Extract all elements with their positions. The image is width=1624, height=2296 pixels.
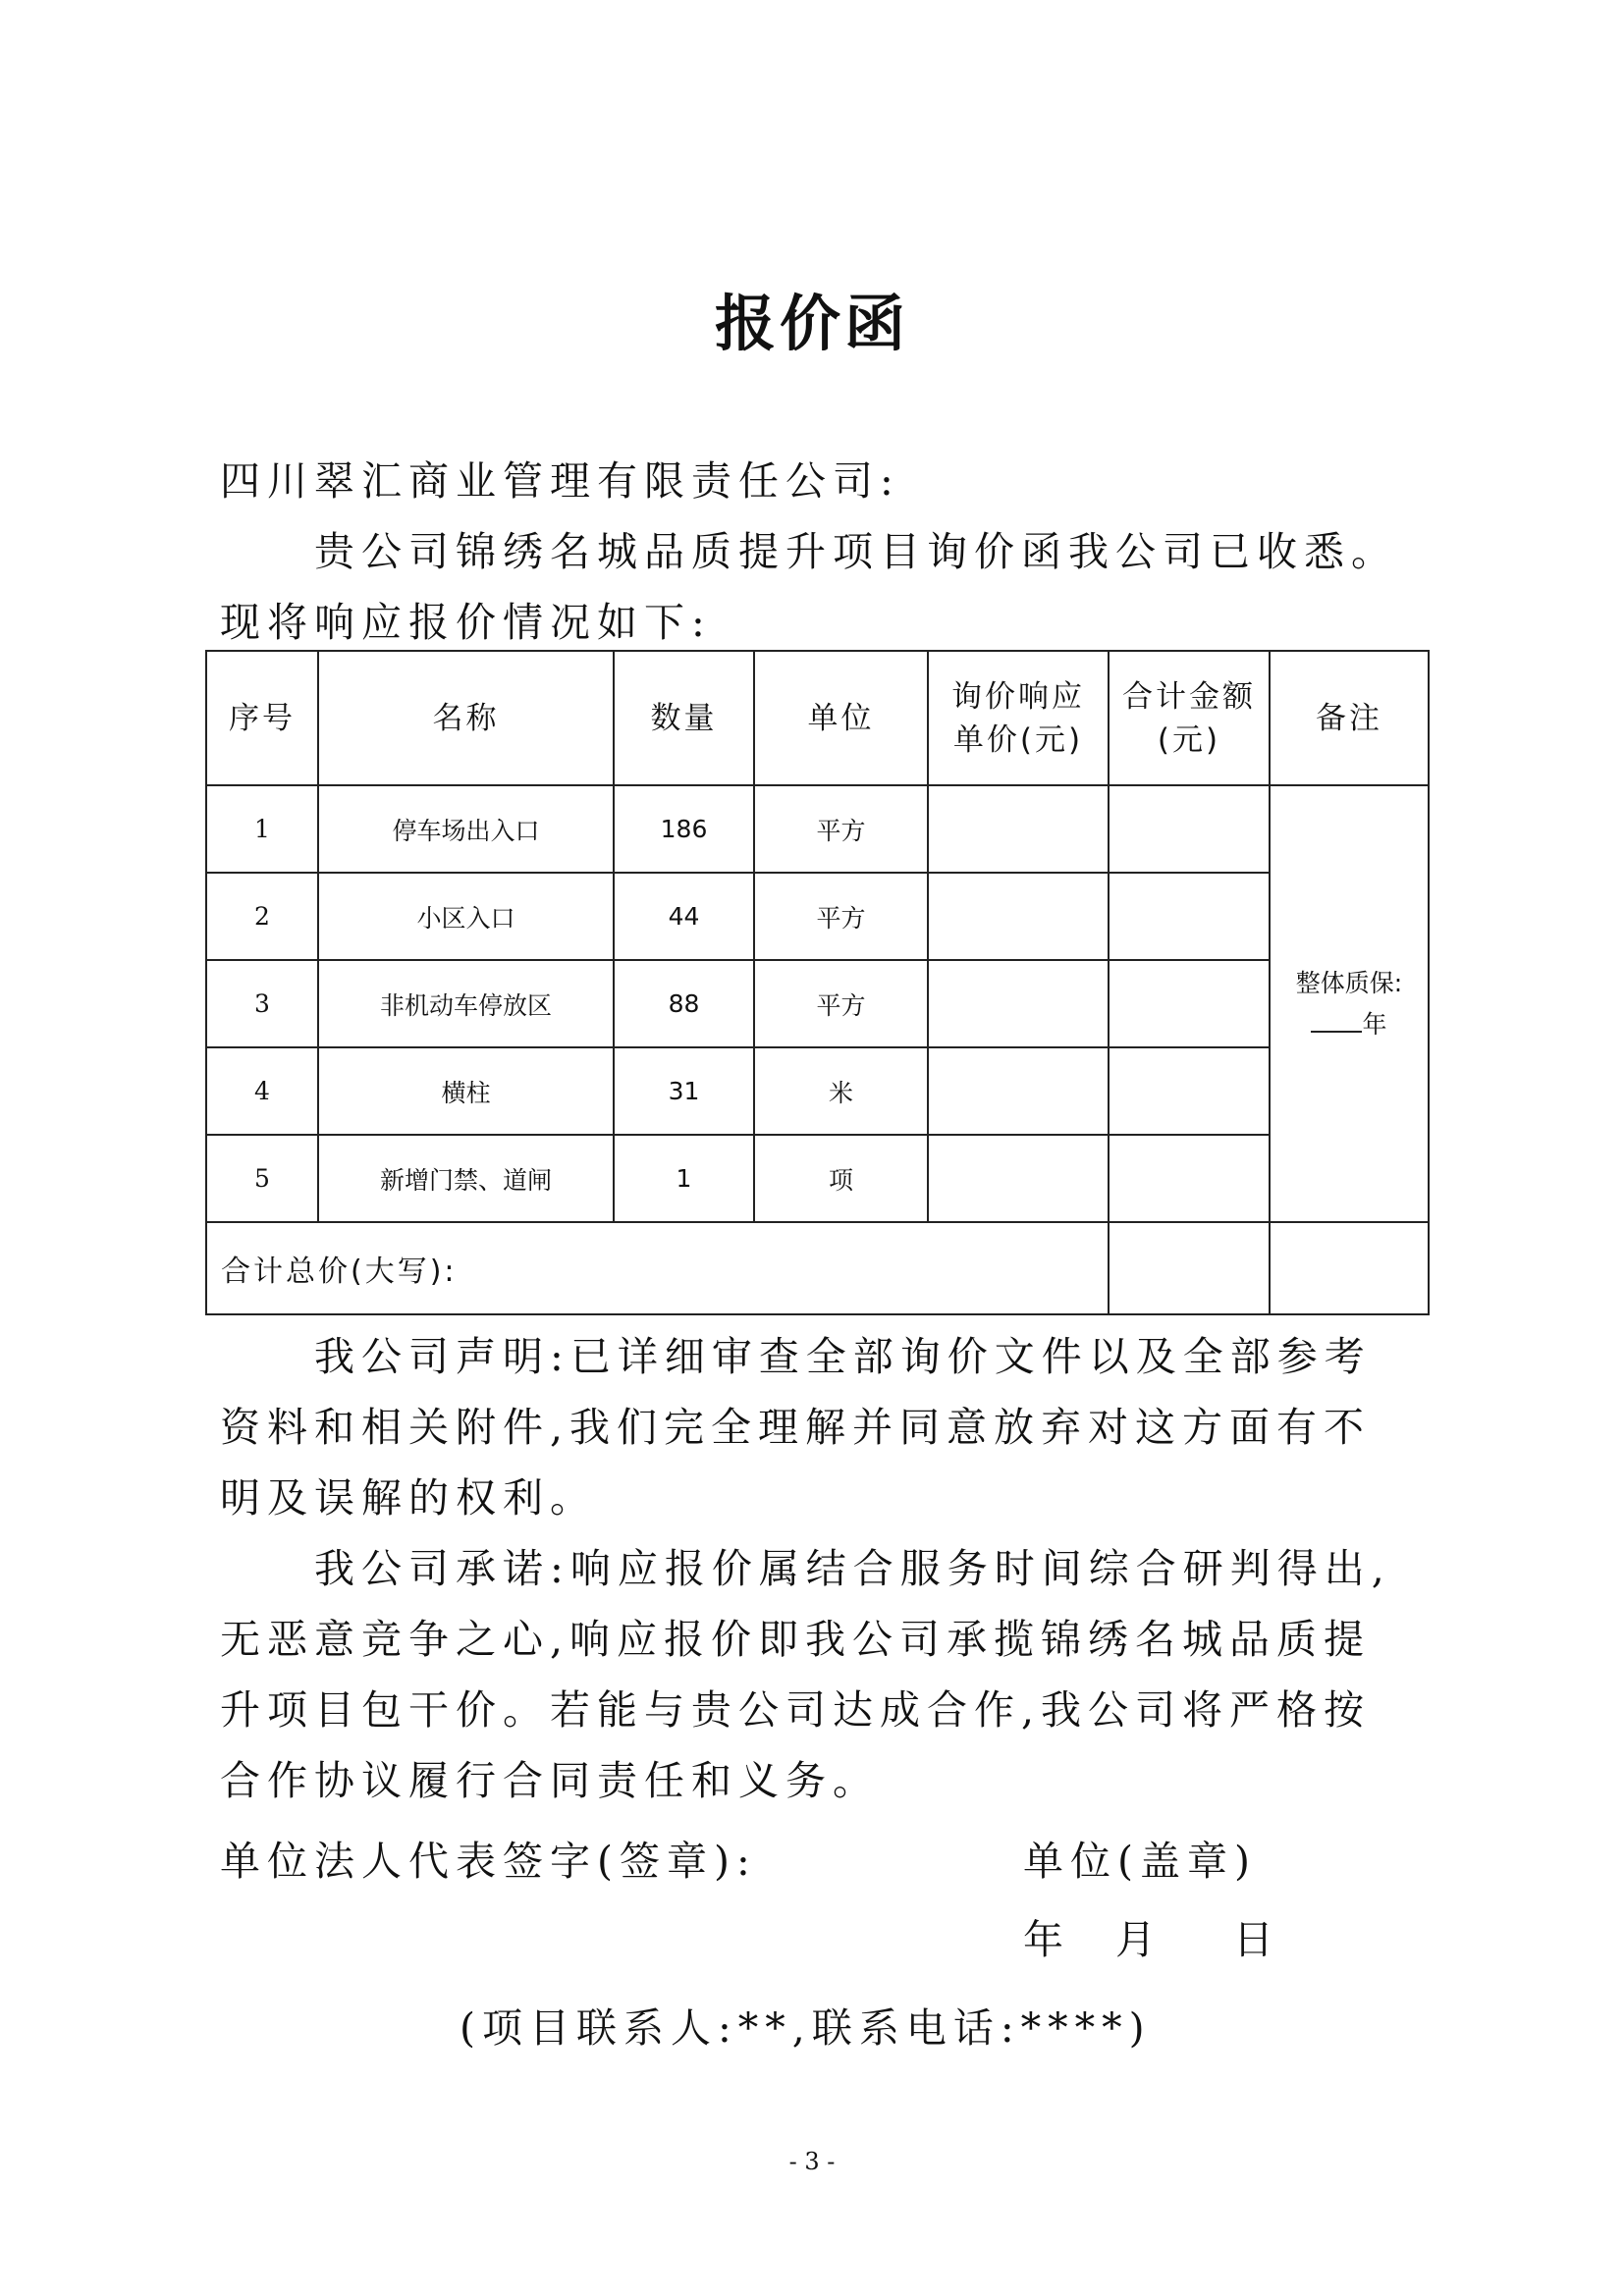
table-row [206,1047,1429,1135]
declaration-paragraph: 我公司声明:已详细审查全部询价文件以及全部参考资料和相关附件,我们完全理解并同意放弃对这方面有不明及误解的权利。 [220,1333,1372,1522]
remark-warranty-cell [1270,785,1429,1222]
header-index: 序号 [206,651,318,785]
row-name: 非机动车停放区 [318,960,614,1047]
header-qty: 数量 [614,651,754,785]
header-unit-price-line1: 询价响应 [951,678,1085,715]
unit-seal-label: 单位(盖章) [1023,1838,1257,1885]
row-index: 4 [206,1047,318,1135]
table-row [206,785,1429,873]
page-number: - 3 - [788,2148,836,2175]
date-year: 年 [1023,1916,1070,1963]
row-name: 新增门禁、道闸 [318,1135,614,1222]
row-unit: 平方 [754,960,928,1047]
total-price-label: 合计总价(大写): [206,1222,1109,1314]
row-unit: 平方 [754,873,928,960]
header-unit: 单位 [754,651,928,785]
row-unit-price [928,1135,1109,1222]
row-qty: 88 [614,960,754,1047]
row-qty: 186 [614,785,754,873]
header-name: 名称 [318,651,614,785]
header-total-amount-line2: (元) [1157,721,1221,758]
row-unit-price [928,873,1109,960]
row-name: 小区入口 [318,873,614,960]
row-total-amount [1109,1047,1270,1135]
row-total-amount [1109,873,1270,960]
header-remark: 备注 [1270,651,1429,785]
total-remark-cell [1270,1222,1429,1314]
signature-label: 单位法人代表签字(签章): [220,1838,757,1885]
header-total-amount [1109,651,1270,785]
row-unit: 项 [754,1135,928,1222]
row-total-amount [1109,1135,1270,1222]
row-unit-price [928,1047,1109,1135]
row-unit-price [928,785,1109,873]
row-name: 横柱 [318,1047,614,1135]
header-unit-price [928,651,1109,785]
table-row [206,873,1429,960]
row-name: 停车场出入口 [318,785,614,873]
contact-info: (项目联系人:**,联系电话:****) [460,2004,1152,2052]
warranty-label: 整体质保: [1295,968,1403,997]
table-row [206,960,1429,1047]
row-unit: 平方 [754,785,928,873]
row-total-amount [1109,785,1270,873]
row-index: 3 [206,960,318,1047]
row-index: 5 [206,1135,318,1222]
row-qty: 1 [614,1135,754,1222]
row-unit: 米 [754,1047,928,1135]
table-header-row [206,651,1429,785]
quote-table [205,650,1430,1315]
intro-paragraph: 贵公司锦绣名城品质提升项目询价函我公司已收悉。现将响应报价情况如下: [220,528,1398,646]
row-index: 2 [206,873,318,960]
total-amount-cell [1109,1222,1270,1314]
header-unit-price-line2: 单价(元) [952,721,1084,758]
table-total-row [206,1222,1429,1314]
row-qty: 44 [614,873,754,960]
header-total-amount-line1: 合计金额 [1122,678,1256,715]
row-total-amount [1109,960,1270,1047]
table-row [206,1135,1429,1222]
page-title: 报价函 [714,288,909,359]
addressee: 四川翠汇商业管理有限责任公司: [220,457,900,505]
row-unit-price [928,960,1109,1047]
warranty-years-blank [1311,1011,1362,1033]
date-month: 月 [1115,1916,1163,1963]
promise-paragraph: 我公司承诺:响应报价属结合服务时间综合研判得出,无恶意竞争之心,响应报价即我公司承揽锦绣名城品质提升项目包干价。若能与贵公司达成合作,我公司将严格按合作协议履行合同责任和义务。 [220,1545,1391,1804]
row-index: 1 [206,785,318,873]
row-qty: 31 [614,1047,754,1135]
date-day: 日 [1233,1916,1280,1963]
warranty-years-suffix: 年 [1362,1009,1387,1039]
